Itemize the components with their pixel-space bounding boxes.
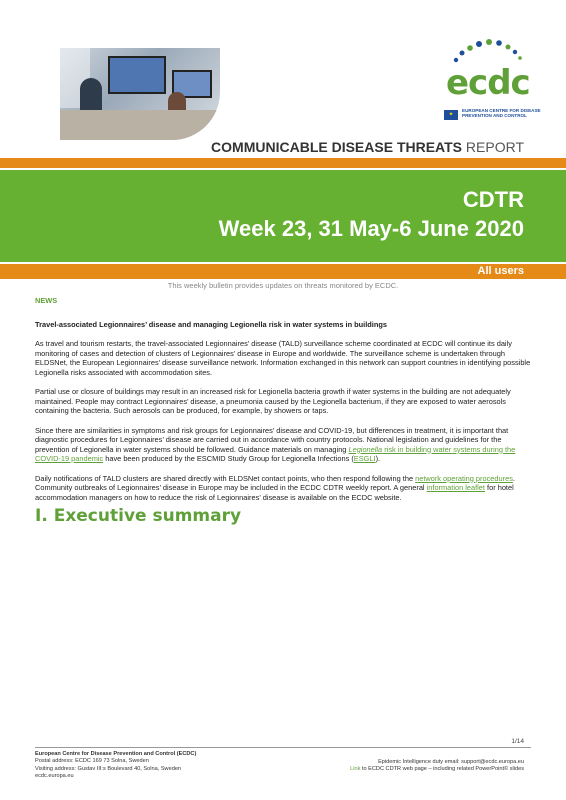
audience-bar: [0, 264, 566, 279]
report-title-regular: REPORT: [465, 139, 524, 155]
footer-contact: Epidemic Intelligence duty email: support@ecdc.europa.eu Link to ECDC CDTR web page – including related PowerPoint© slides: [350, 759, 524, 773]
ecdc-logo: ecdc ✦ EUROPEAN CENTRE FOR DISEASE PREVENTION AND CONTROL: [440, 38, 540, 118]
header-photo: [60, 48, 220, 140]
report-title: [211, 139, 524, 155]
network-operating-procedures-link[interactable]: network operating procedures: [415, 473, 513, 483]
footer-duty-email: Epidemic Intelligence duty email: support@ecdc.europa.eu: [378, 759, 524, 765]
article-title: Travel-associated Legionnaires’ disease and managing Legionella risk in water systems in buildings: [35, 319, 387, 329]
cdtr-web-page-link[interactable]: Link: [350, 766, 361, 773]
page-number: 1/14: [511, 738, 524, 745]
logo-subtitle: EUROPEAN CENTRE FOR DISEASE PREVENTION AND CONTROL: [462, 108, 541, 118]
information-leaflet-link[interactable]: information leaflet: [426, 483, 485, 492]
banner-cdtr: CDTR: [462, 187, 524, 212]
legionella-guidance-link-rest[interactable]: risk in building water systems during the COVID-19 pandemic: [35, 444, 516, 463]
legionella-guidance-link[interactable]: Legionella: [348, 444, 383, 454]
footer-postal: Postal address: ECDC 169 73 Solna, Sweden: [35, 758, 149, 765]
banner-week: Week 23, 31 May-6 June 2020: [218, 216, 524, 241]
footer-visiting: Visiting address: Gustav III:s Boulevard 40, Solna, Sweden: [35, 765, 182, 772]
footer-web[interactable]: ecdc.europa.eu: [35, 773, 74, 780]
section-heading-executive-summary: I. Executive summary: [35, 506, 242, 526]
intro-text: This weekly bulletin provides updates on threats monitored by ECDC.: [167, 281, 399, 290]
footer-org: European Centre for Disease Prevention and Control (ECDC): [35, 751, 197, 757]
footer-divider: [35, 747, 531, 748]
news-label: NEWS: [35, 296, 58, 305]
audience-label: All users: [477, 265, 524, 277]
paragraph-2: Partial use or closure of buildings may result in an increased risk for Legionella bacteria growth if water systems in the building are not adequately maintained. People may contract Legionnaires’ disease, a pneumonia caused by the Legionella bacterium, if they are exposed to water aerosols containing the bacteria. Such aerosols can be produced, for example, by showers or taps.: [35, 387, 511, 415]
report-title-bold: COMMUNICABLE DISEASE THREATS: [211, 139, 463, 155]
logo-text: ecdc: [446, 63, 530, 103]
main-content: [35, 296, 531, 526]
paragraph-1: As travel and tourism restarts, the travel-associated Legionnaires’ disease (TALD) surveillance scheme coordinated at ECDC will continue its daily monitoring of cases and detection of clusters of Legionnaires’ disease in Europe and worldwide. The surveillance scheme is undertaken through ELDSNet, the European Legionnaires’ disease surveillance network. Information exchanged in this network can support countries in identifying possible Legionella risks associated with accommodation sites.: [35, 339, 531, 377]
paragraph-3: Since there are similarities in symptoms and risk groups for Legionnaires’ disease and COVID-19, but differences in treatment, it is important that diagnostic procedures for Legionnaires’ disease are carried out in accordance with country protocols. National legislation and guidelines for the prevention of Legionella in water systems should be followed. Guidance materials on managing Legionella risk in building water systems during the COVID-19 pandemic have been produced by the ESCMID Study Group for Legionella Infections (ESGLI).: [35, 425, 516, 463]
orange-bar-top: [0, 158, 566, 168]
esgli-link[interactable]: ESGLI: [353, 454, 376, 463]
title-banner: [0, 170, 566, 262]
footer-address: [35, 751, 196, 781]
paragraph-4: Daily notifications of TALD clusters are shared directly with ELDSNet contact points, who then respond following the network operating procedures. Community outbreaks of Legionnaires’ disease in Europe may be included in the ECDC CDTR weekly report. A general information leaflet for hotel accommodation managers on how to reduce the risk of Legionnaires’ disease is available on the ECDC website.: [35, 473, 515, 502]
